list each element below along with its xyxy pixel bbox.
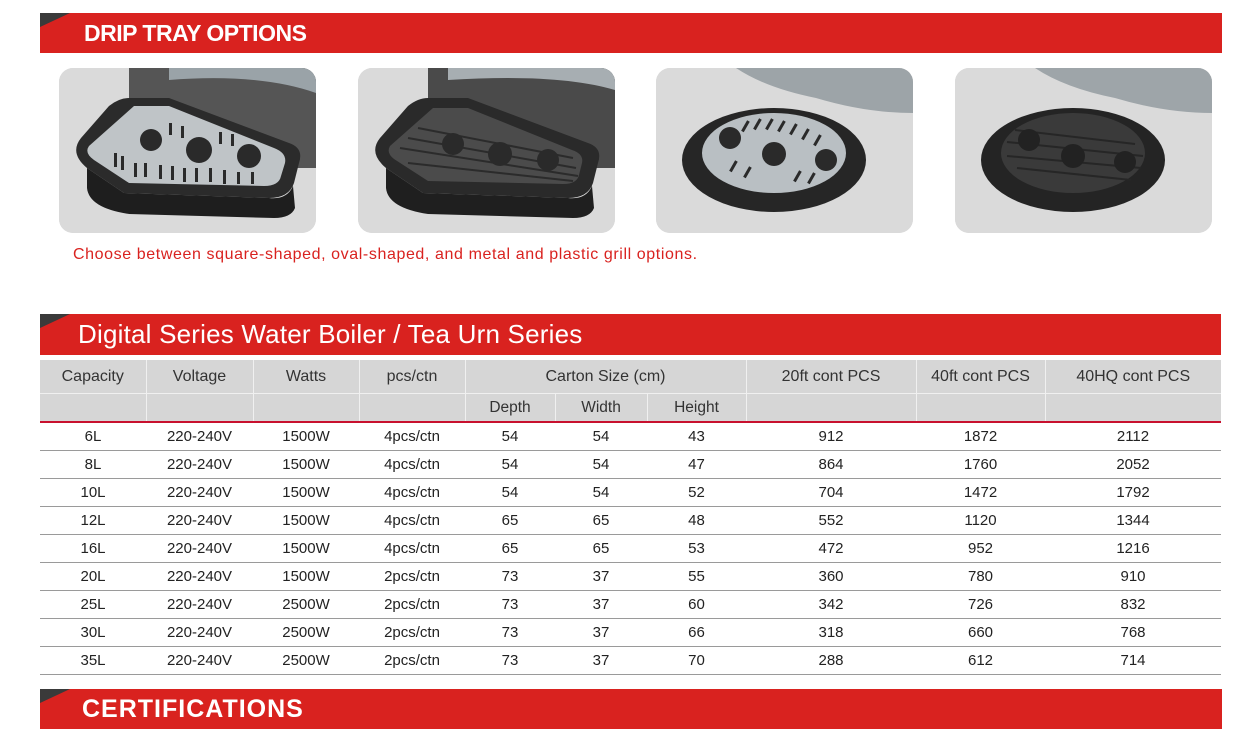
cell-voltage: 220-240V: [146, 591, 253, 619]
cell-40ft-cont: 1472: [916, 479, 1045, 507]
cell-voltage: 220-240V: [146, 479, 253, 507]
cell-watts: 2500W: [253, 619, 359, 647]
cell-capacity: 30L: [40, 619, 146, 647]
cell-pcs-ctn: 4pcs/ctn: [359, 535, 465, 563]
cell-40ft-cont: 660: [916, 619, 1045, 647]
cell-20ft-cont: 552: [746, 507, 916, 535]
table-row: [40, 619, 1221, 647]
cell-20ft-cont: 472: [746, 535, 916, 563]
cell-watts: 1500W: [253, 479, 359, 507]
header-pcs-ctn: pcs/ctn: [359, 360, 465, 394]
cell-20ft-cont: 704: [746, 479, 916, 507]
cell-pcs-ctn: 2pcs/ctn: [359, 619, 465, 647]
header-40ft-cont: 40ft cont PCS: [916, 360, 1045, 394]
cell-pcs-ctn: 2pcs/ctn: [359, 563, 465, 591]
cell-width: 37: [555, 591, 647, 619]
table-row: [40, 507, 1221, 535]
cell-pcs-ctn: 2pcs/ctn: [359, 647, 465, 675]
spec-table-body: [40, 422, 1221, 675]
header-depth: Depth: [465, 394, 555, 423]
cell-40hq-cont: 1344: [1045, 507, 1221, 535]
cell-watts: 1500W: [253, 563, 359, 591]
cell-40hq-cont: 1216: [1045, 535, 1221, 563]
cell-40hq-cont: 2112: [1045, 422, 1221, 451]
cell-watts: 1500W: [253, 451, 359, 479]
cell-depth: 65: [465, 507, 555, 535]
cell-capacity: 25L: [40, 591, 146, 619]
table-header-row: [40, 360, 1221, 394]
certifications-title: CERTIFICATIONS: [82, 695, 304, 723]
header-40hq-cont: 40HQ cont PCS: [1045, 360, 1221, 394]
header-capacity: Capacity: [40, 360, 146, 394]
cell-width: 37: [555, 563, 647, 591]
table-row: [40, 422, 1221, 451]
photo-oval-plastic-grill: [955, 68, 1212, 233]
cell-width: 37: [555, 619, 647, 647]
cell-depth: 73: [465, 563, 555, 591]
cell-20ft-cont: 288: [746, 647, 916, 675]
cell-capacity: 35L: [40, 647, 146, 675]
cell-40hq-cont: 1792: [1045, 479, 1221, 507]
banner-corner-decoration: [40, 13, 70, 27]
cell-40hq-cont: 2052: [1045, 451, 1221, 479]
cell-watts: 2500W: [253, 591, 359, 619]
cell-20ft-cont: 360: [746, 563, 916, 591]
cell-capacity: 6L: [40, 422, 146, 451]
header-watts: Watts: [253, 360, 359, 394]
cell-40ft-cont: 726: [916, 591, 1045, 619]
cell-20ft-cont: 912: [746, 422, 916, 451]
drip-tray-caption: Choose between square-shaped, oval-shaped, and metal and plastic grill options.: [73, 246, 698, 263]
cell-capacity: 12L: [40, 507, 146, 535]
cell-voltage: 220-240V: [146, 507, 253, 535]
drip-tray-photos: [59, 68, 1215, 234]
cell-40hq-cont: 832: [1045, 591, 1221, 619]
cell-pcs-ctn: 4pcs/ctn: [359, 507, 465, 535]
banner-corner-decoration: [40, 689, 70, 703]
cell-depth: 54: [465, 422, 555, 451]
cell-voltage: 220-240V: [146, 422, 253, 451]
cell-capacity: 16L: [40, 535, 146, 563]
cell-pcs-ctn: 2pcs/ctn: [359, 591, 465, 619]
cell-height: 48: [647, 507, 746, 535]
cell-voltage: 220-240V: [146, 451, 253, 479]
cell-height: 66: [647, 619, 746, 647]
spec-table: [40, 360, 1221, 675]
cell-height: 70: [647, 647, 746, 675]
cell-width: 65: [555, 507, 647, 535]
cell-40ft-cont: 1872: [916, 422, 1045, 451]
header-width: Width: [555, 394, 647, 423]
cell-width: 54: [555, 422, 647, 451]
subheader-blank: [40, 394, 146, 423]
subheader-blank: [146, 394, 253, 423]
cell-20ft-cont: 864: [746, 451, 916, 479]
cell-40ft-cont: 1120: [916, 507, 1045, 535]
cell-40hq-cont: 714: [1045, 647, 1221, 675]
subheader-blank: [359, 394, 465, 423]
cell-height: 43: [647, 422, 746, 451]
table-row: [40, 535, 1221, 563]
cell-watts: 1500W: [253, 535, 359, 563]
cell-40ft-cont: 952: [916, 535, 1045, 563]
cell-pcs-ctn: 4pcs/ctn: [359, 422, 465, 451]
cell-capacity: 20L: [40, 563, 146, 591]
cell-height: 52: [647, 479, 746, 507]
header-carton-size: Carton Size (cm): [465, 360, 746, 394]
banner-corner-decoration: [40, 314, 70, 328]
header-voltage: Voltage: [146, 360, 253, 394]
cell-pcs-ctn: 4pcs/ctn: [359, 451, 465, 479]
cell-40ft-cont: 1760: [916, 451, 1045, 479]
drip-tray-banner: [40, 13, 1222, 53]
digital-series-title: Digital Series Water Boiler / Tea Urn Series: [78, 319, 583, 349]
cell-voltage: 220-240V: [146, 647, 253, 675]
digital-series-banner: [40, 314, 1221, 355]
drip-tray-title: DRIP TRAY OPTIONS: [84, 20, 307, 46]
cell-voltage: 220-240V: [146, 535, 253, 563]
photo-oval-metal-grill: [656, 68, 913, 233]
cell-20ft-cont: 318: [746, 619, 916, 647]
cell-depth: 65: [465, 535, 555, 563]
table-subheader-row: [40, 394, 1221, 423]
cell-watts: 1500W: [253, 507, 359, 535]
cell-width: 54: [555, 451, 647, 479]
photo-square-metal-grill: [59, 68, 316, 233]
cell-watts: 2500W: [253, 647, 359, 675]
cell-depth: 73: [465, 591, 555, 619]
cell-height: 55: [647, 563, 746, 591]
cell-width: 54: [555, 479, 647, 507]
cell-width: 65: [555, 535, 647, 563]
table-row: [40, 591, 1221, 619]
header-height: Height: [647, 394, 746, 423]
certifications-banner: [40, 689, 1222, 729]
cell-width: 37: [555, 647, 647, 675]
photo-square-plastic-grill: [358, 68, 615, 233]
subheader-blank: [253, 394, 359, 423]
table-row: [40, 451, 1221, 479]
cell-depth: 54: [465, 479, 555, 507]
cell-voltage: 220-240V: [146, 619, 253, 647]
cell-capacity: 8L: [40, 451, 146, 479]
cell-40ft-cont: 780: [916, 563, 1045, 591]
cell-40hq-cont: 768: [1045, 619, 1221, 647]
cell-depth: 73: [465, 619, 555, 647]
table-row: [40, 563, 1221, 591]
subheader-blank: [746, 394, 916, 423]
cell-depth: 54: [465, 451, 555, 479]
cell-voltage: 220-240V: [146, 563, 253, 591]
subheader-blank: [1045, 394, 1221, 423]
table-row: [40, 479, 1221, 507]
cell-height: 53: [647, 535, 746, 563]
cell-height: 47: [647, 451, 746, 479]
table-row: [40, 647, 1221, 675]
header-20ft-cont: 20ft cont PCS: [746, 360, 916, 394]
cell-height: 60: [647, 591, 746, 619]
cell-20ft-cont: 342: [746, 591, 916, 619]
cell-capacity: 10L: [40, 479, 146, 507]
cell-pcs-ctn: 4pcs/ctn: [359, 479, 465, 507]
subheader-blank: [916, 394, 1045, 423]
cell-40ft-cont: 612: [916, 647, 1045, 675]
cell-watts: 1500W: [253, 422, 359, 451]
cell-depth: 73: [465, 647, 555, 675]
cell-40hq-cont: 910: [1045, 563, 1221, 591]
